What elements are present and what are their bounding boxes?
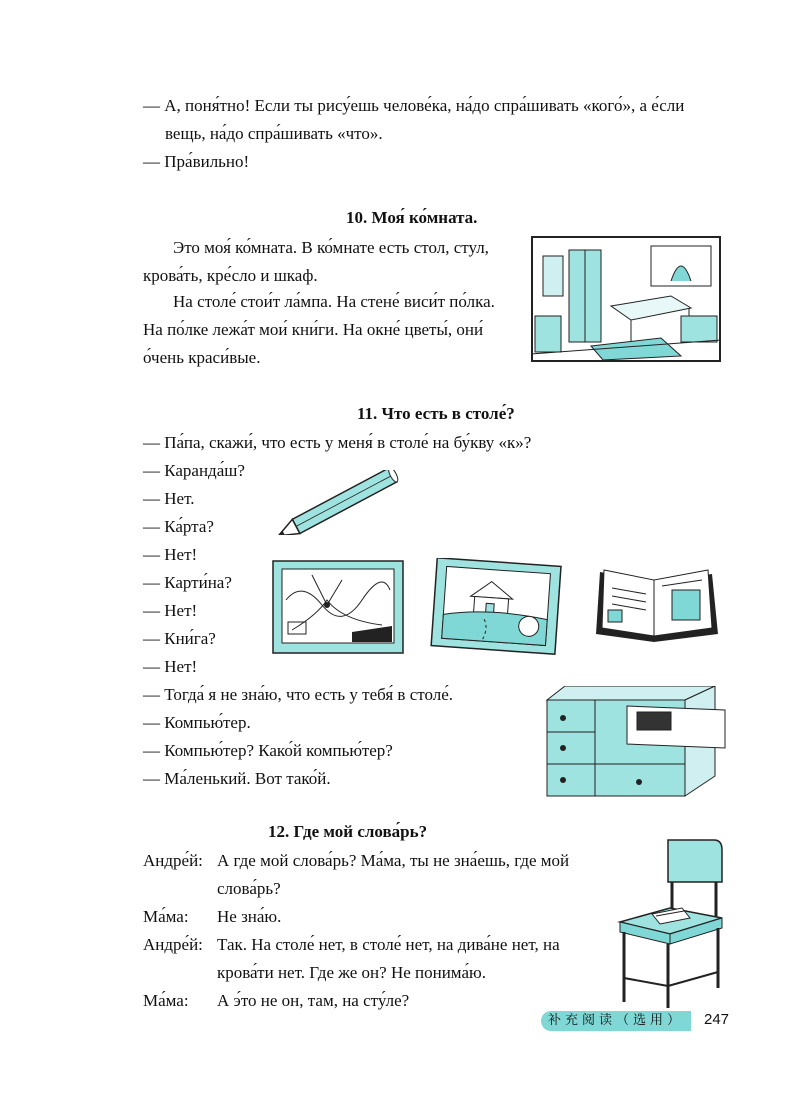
pencil-illustration [270, 470, 415, 535]
picture-illustration [430, 558, 562, 656]
paragraph-line: о́чень краси́вые. [143, 348, 261, 367]
paragraph-line: крова́ть, кре́сло и шкаф. [143, 266, 318, 285]
dialogue-line: слова́рь? [217, 879, 281, 898]
dialogue-line: — Нет. [143, 489, 195, 508]
dialogue-line: — Ка́рта? [143, 517, 214, 536]
dialogue-line: Не зна́ю. [217, 907, 282, 926]
dialogue-line: — Компью́тер. [143, 713, 251, 732]
dialogue-line: — Па́па, скажи́, что есть у меня́ в столе́ на бу́кву «к»? [143, 433, 532, 452]
book-illustration [592, 564, 722, 646]
speaker-name: Андре́й: [143, 935, 203, 954]
section-12-title: 12. Где мой слова́рь? [268, 822, 428, 841]
dialogue-line: Так. На столе́ нет, в столе́ нет, на дива́не нет, на [217, 935, 560, 954]
paragraph-line: На столе́ стои́т ла́мпа. На стене́ виси́т по́лка. [173, 292, 495, 311]
paragraph-line: На по́лке лежа́т мои́ кни́ги. На окне́ цветы́, они́ [143, 320, 484, 339]
dialogue-line: — Карти́на? [143, 573, 232, 592]
dialogue-line: — Нет! [143, 545, 198, 564]
speaker-name: Ма́ма: [143, 907, 189, 926]
paragraph-line: Это моя́ ко́мната. В ко́мнате есть стол, стул, [173, 238, 489, 257]
room-illustration [531, 236, 721, 362]
desk-illustration [545, 686, 727, 802]
map-illustration [272, 560, 404, 654]
dialogue-line: вещь, на́до спра́шивать «что». [165, 124, 383, 143]
speaker-name: Ма́ма: [143, 991, 189, 1010]
dialogue-line: А э́то не он, там, на сту́ле? [217, 991, 410, 1010]
dialogue-line: крова́ти нет. Где же он? Не понима́ю. [217, 963, 486, 982]
dialogue-line: — А, поня́тно! Если ты рису́ешь челове́ка, на́до спра́шивать «кого́», а е́сли [143, 96, 685, 115]
dialogue-line: — Ма́ленький. Вот тако́й. [143, 769, 331, 788]
dialogue-line: — Пра́вильно! [143, 152, 250, 171]
dialogue-line: — Нет! [143, 601, 198, 620]
section-10-title: 10. Моя́ ко́мната. [346, 208, 478, 227]
dialogue-line: — Тогда́ я не зна́ю, что есть у тебя́ в столе́. [143, 685, 454, 704]
dialogue-line: — Нет! [143, 657, 198, 676]
dialogue-line: А где мой слова́рь? Ма́ма, ты не зна́ешь, где мой [217, 851, 570, 870]
page-number: 247 [704, 1011, 730, 1028]
section-11-title: 11. Что есть в столе́? [357, 404, 515, 423]
dialogue-line: — Каранда́ш? [143, 461, 245, 480]
dialogue-line: — Компью́тер? Како́й компью́тер? [143, 741, 393, 760]
dialogue-line: — Кни́га? [143, 629, 216, 648]
speaker-name: Андре́й: [143, 851, 203, 870]
supplementary-reading-tag: 补充阅读（选用） [541, 1011, 691, 1031]
chair-illustration [610, 838, 728, 1010]
